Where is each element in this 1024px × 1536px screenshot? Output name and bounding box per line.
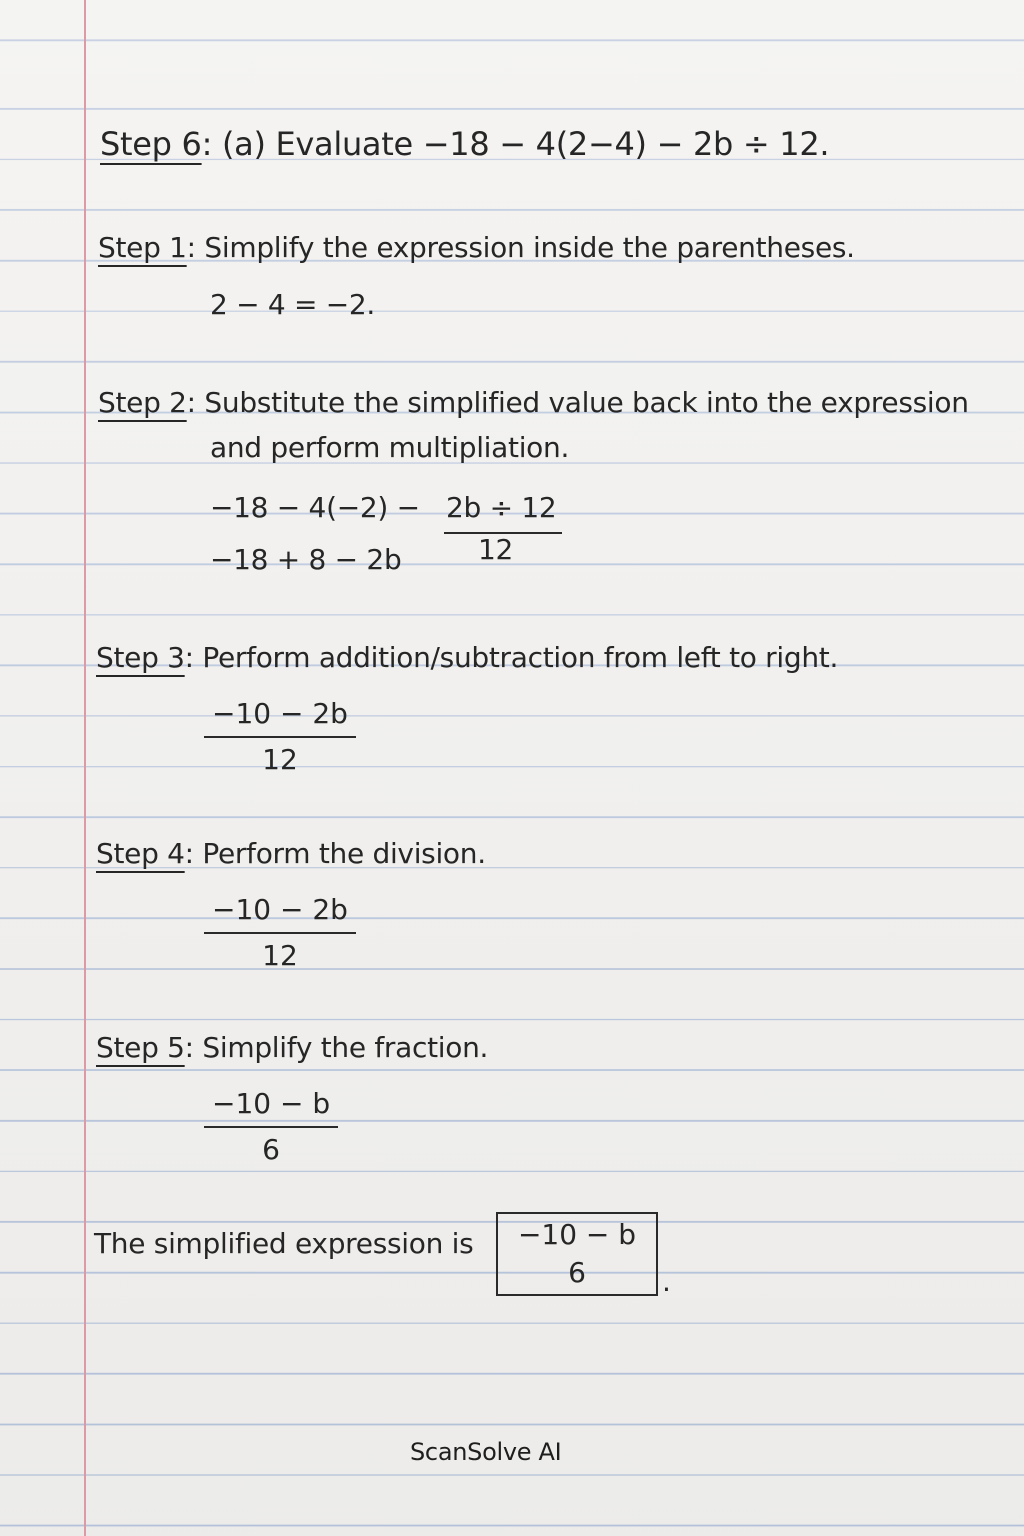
step-1-label: Step 1 <box>98 231 187 264</box>
title-step-label: Step 6 <box>100 125 202 163</box>
step-2-text: : Substitute the simplified value back into the expression <box>186 386 969 419</box>
notebook-margin-line <box>84 0 86 1536</box>
step-3-fraction <box>204 697 356 776</box>
step-3-heading <box>96 641 839 674</box>
conclusion-text: The simplified expression is <box>94 1227 474 1260</box>
step-5-text: : Simplify the fraction. <box>184 1031 489 1064</box>
step-2-fraction-numerator: 2b ÷ 12 <box>444 494 562 534</box>
step-4-heading <box>96 837 486 870</box>
problem-title <box>100 125 830 163</box>
final-answer-denominator: 6 <box>568 1256 586 1289</box>
step-2-heading <box>98 386 969 419</box>
step-1-heading <box>98 231 855 264</box>
final-answer-box <box>496 1212 658 1296</box>
step-2-math-line-2: −18 + 8 − 2b <box>210 543 402 576</box>
step-3-numerator: −10 − 2b <box>204 700 356 738</box>
step-1-text: : Simplify the expression inside the parentheses. <box>186 231 855 264</box>
title-problem-text: : (a) Evaluate −18 − 4(2−4) − 2b ÷ 12. <box>201 125 830 163</box>
watermark-text: ScanSolve AI <box>410 1438 562 1466</box>
step-2-text-continued: and perform multipliation. <box>210 431 570 464</box>
step-4-text: : Perform the division. <box>184 837 486 870</box>
step-5-label: Step 5 <box>96 1031 185 1064</box>
step-4-fraction <box>204 893 356 972</box>
step-3-text: : Perform addition/subtraction from left to right. <box>184 641 839 674</box>
step-5-numerator: −10 − b <box>204 1090 338 1128</box>
step-2-math-line-1: −18 − 4(−2) − <box>210 491 420 524</box>
step-4-denominator: 12 <box>262 939 298 972</box>
step-2-label: Step 2 <box>98 386 187 419</box>
step-5-fraction <box>204 1087 338 1166</box>
step-1-math: 2 − 4 = −2. <box>210 288 376 321</box>
step-4-numerator: −10 − 2b <box>204 896 356 934</box>
step-3-label: Step 3 <box>96 641 185 674</box>
step-4-label: Step 4 <box>96 837 185 870</box>
step-5-heading <box>96 1031 489 1064</box>
step-2-fraction-denominator: 12 <box>478 533 514 566</box>
final-answer-numerator: −10 − b <box>517 1218 637 1251</box>
final-period: . <box>662 1265 671 1298</box>
step-5-denominator: 6 <box>262 1133 280 1166</box>
step-3-denominator: 12 <box>262 743 298 776</box>
